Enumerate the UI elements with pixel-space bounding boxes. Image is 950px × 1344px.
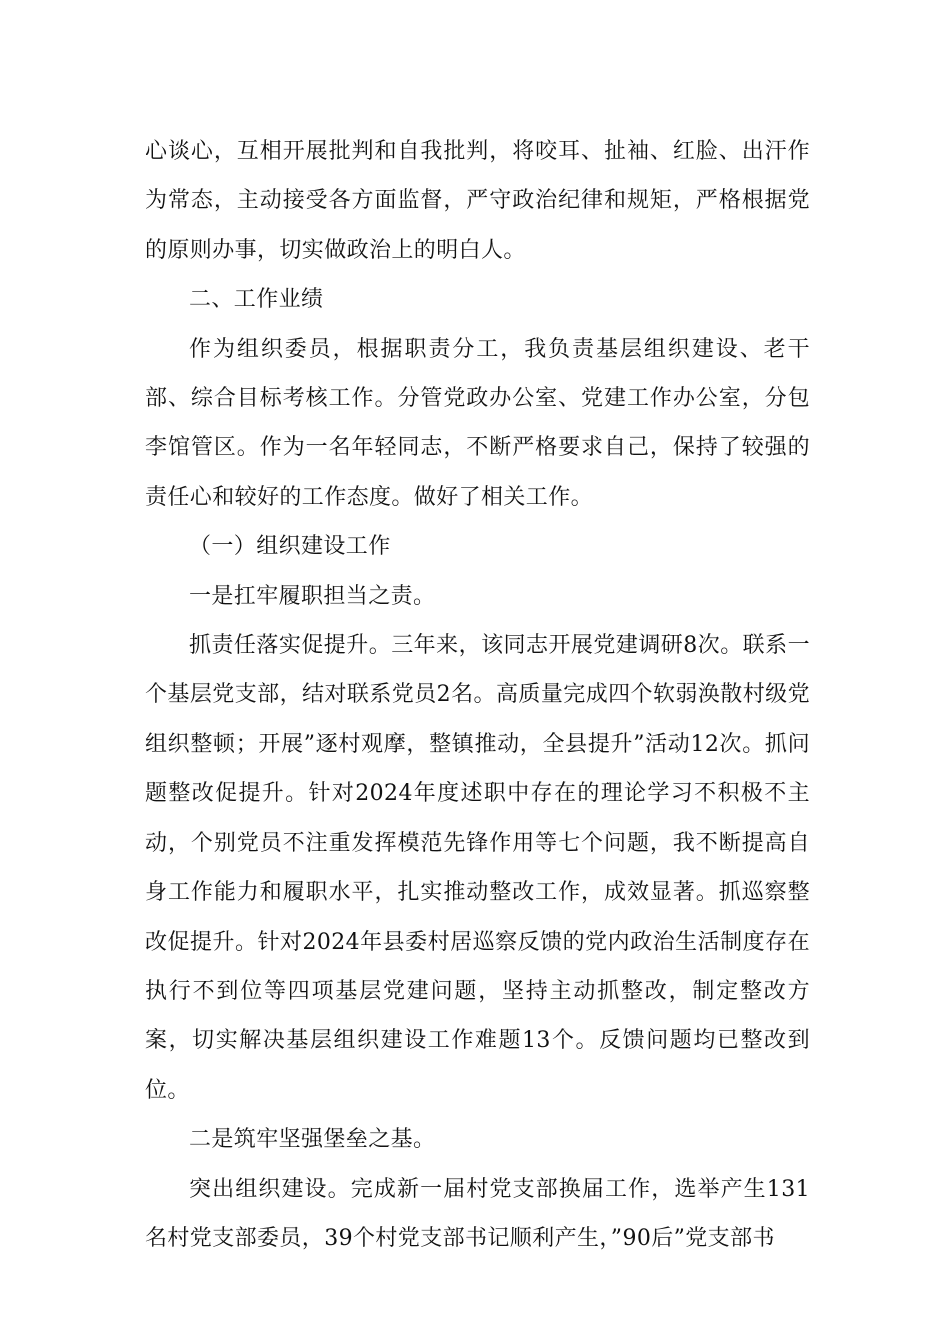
section-heading-work-achievements: 二、工作业绩 [189,287,324,313]
document-body [145,127,810,1263]
paragraph-responsibility-implementation: 抓责任落实促提升。三年来，该同志开展党建调研8次。联系一个基层党支部，结对联系党员2名。高质量完成四个软弱涣散村级党组织整顿；开展”逐村观摩，整镇推动，全县提升”活动12次。抓问题整改促提升。针对2024年度述职中存在的理论学习不积极不主动，个别党员不注重发挥模范先锋作用等七个问题，我不断提高自身工作能力和履职水平，扎实推动整改工作，成效显著。抓巡察整改促提升。针对2024年县委村居巡察反馈的党内政治生活制度存在执行不到位等四项基层党建问题，坚持主动抓整改，制定整改方案，切实解决基层组织建设工作难题13个。反馈问题均已整改到位。 [145,633,810,1103]
paragraph-duties: 作为组织委员，根据职责分工，我负责基层组织建设、老干部、综合目标考核工作。分管党政办公室、党建工作办公室，分包李馆管区。作为一名年轻同志，不断严格要求自己，保持了较强的责任心和较好的工作态度。做好了相关工作。 [145,336,810,510]
paragraph-continuation: 心谈心，互相开展批判和自我批判，将咬耳、扯袖、红脸、出汗作为常态，主动接受各方面监督，严守政治纪律和规矩，严格根据党的原则办事，切实做政治上的明白人。 [145,139,810,263]
paragraph-organization-emphasis: 突出组织建设。完成新一届村党支部换届工作，选举产生131名村党支部委员，39个村党支部书记顺利产生，”90后”党支部书 [145,1176,810,1251]
subsection-heading-organization-building: （一）组织建设工作 [189,534,391,560]
paragraph-point-two: 二是筑牢坚强堡垒之基。 [189,1127,436,1153]
paragraph-point-one: 一是扛牢履职担当之责。 [189,583,436,609]
